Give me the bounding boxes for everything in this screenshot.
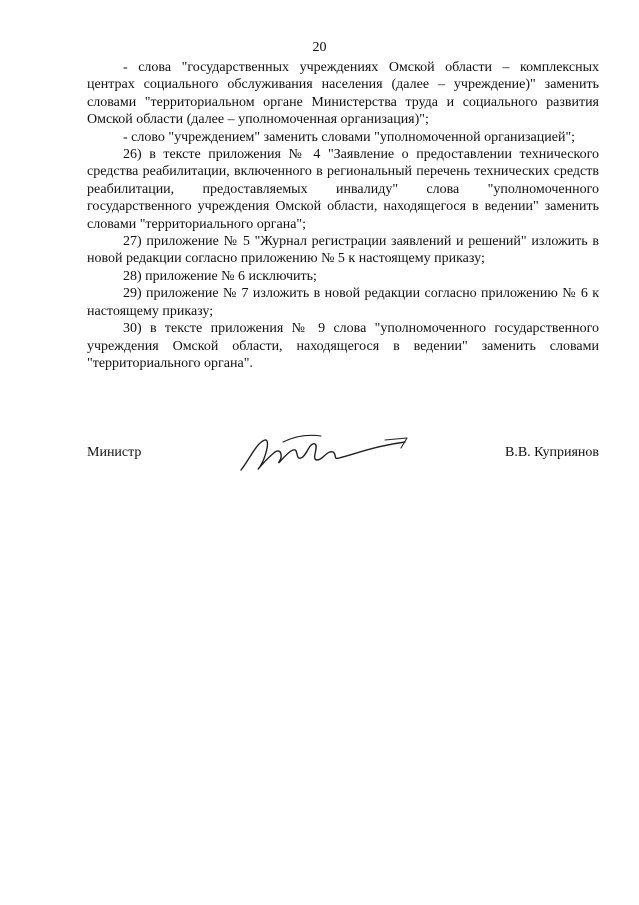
paragraph-item-30: 30) в тексте приложения № 9 слова "уполномоченного государственного учреждения Омской области, находящегося в ведении" заменить словами "территориального органа". — [87, 321, 599, 371]
signature-block — [87, 430, 599, 480]
document-body — [87, 59, 599, 372]
paragraph-item-26: 26) в тексте приложения № 4 "Заявление о предоставлении технического средства реабилитации, включенного в региональный перечень технических средств реабилитации, предоставляемых инвалиду" слова "уполномоченного государственного учреждения Омской области, находящегося в ведении" заменить словами "территориального органа"; — [87, 147, 599, 232]
signatory-title: Министр — [87, 445, 142, 460]
paragraph-item-27: 27) приложение № 5 "Журнал регистрации заявлений и решений" изложить в новой редакции согласно приложению № 5 к настоящему приказу; — [87, 234, 599, 267]
paragraph-item-28: 28) приложение № 6 исключить; — [123, 268, 317, 284]
handwritten-signature — [235, 430, 415, 478]
page-number: 20 — [312, 40, 327, 55]
paragraph-replace-institutions: - слова "государственных учреждениях Омской области – комплексных центрах социального обслуживания населения (далее – учреждение)" заменить словами "территориальном органе Министерства труда и социального развития Омской области (далее – уполномоченная организация)"; — [87, 60, 599, 128]
paragraph-replace-institution-word: - слово "учреждением" заменить словами "уполномоченной организацией"; — [123, 129, 576, 145]
paragraph-item-29: 29) приложение № 7 изложить в новой редакции согласно приложению № 6 к настоящему приказу; — [87, 286, 599, 319]
signatory-name: В.В. Куприянов — [505, 445, 599, 460]
